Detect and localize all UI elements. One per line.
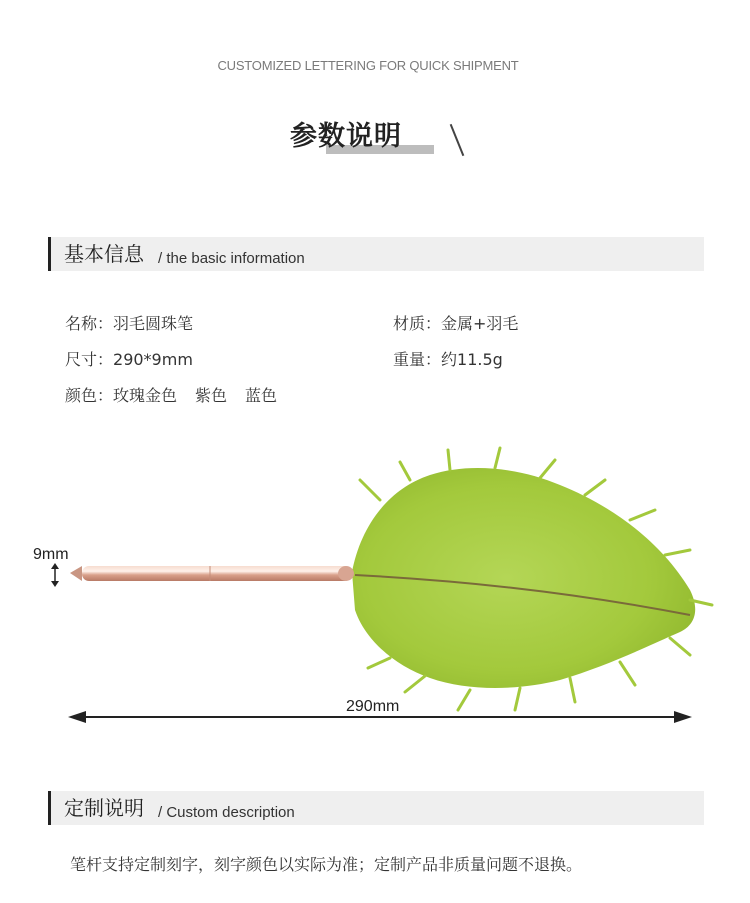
color-option-rose-gold: 玫瑰金色 xyxy=(113,386,178,405)
spec-size-label: 尺寸： xyxy=(65,350,114,369)
pen-barrel xyxy=(70,566,354,581)
diameter-indicator xyxy=(51,563,59,587)
spec-name xyxy=(65,314,193,334)
section-title-en: / the basic information xyxy=(158,250,305,267)
color-option-purple: 紫色 xyxy=(195,386,228,405)
diameter-label: 9mm xyxy=(33,546,69,563)
section-header-basic-info xyxy=(48,237,704,271)
color-option-blue: 蓝色 xyxy=(245,386,278,405)
spec-size xyxy=(65,350,193,370)
section-header-custom xyxy=(48,791,704,825)
spec-weight-label: 重量： xyxy=(393,350,442,369)
spec-colors xyxy=(65,386,277,406)
product-illustration xyxy=(0,440,750,740)
section-title-en: / Custom description xyxy=(158,804,295,821)
page-title: 参数说明 xyxy=(290,121,402,152)
section-accent-edge xyxy=(48,791,51,825)
section-title-zh: 基本信息 xyxy=(64,242,144,266)
spec-weight-value: 约11.5g xyxy=(441,350,503,369)
title-slash-decoration xyxy=(450,124,465,156)
spec-size-value: 290*9mm xyxy=(113,350,193,369)
spec-name-value: 羽毛圆珠笔 xyxy=(113,314,194,333)
tagline: CUSTOMIZED LETTERING FOR QUICK SHIPMENT xyxy=(217,58,519,73)
spec-color-label: 颜色： xyxy=(65,386,114,405)
section-accent-edge xyxy=(48,237,51,271)
feather-icon xyxy=(352,448,712,710)
spec-weight xyxy=(393,350,503,370)
page-title-block xyxy=(290,118,480,163)
section-title-zh: 定制说明 xyxy=(64,796,144,820)
custom-note: 笔杆支持定制刻字，刻字颜色以实际为准；定制产品非质量问题不退换。 xyxy=(70,855,583,874)
spec-material xyxy=(393,314,518,334)
spec-material-label: 材质： xyxy=(393,314,442,333)
spec-name-label: 名称： xyxy=(65,314,114,333)
spec-material-value: 金属+羽毛 xyxy=(441,314,519,333)
length-label: 290mm xyxy=(346,698,400,715)
